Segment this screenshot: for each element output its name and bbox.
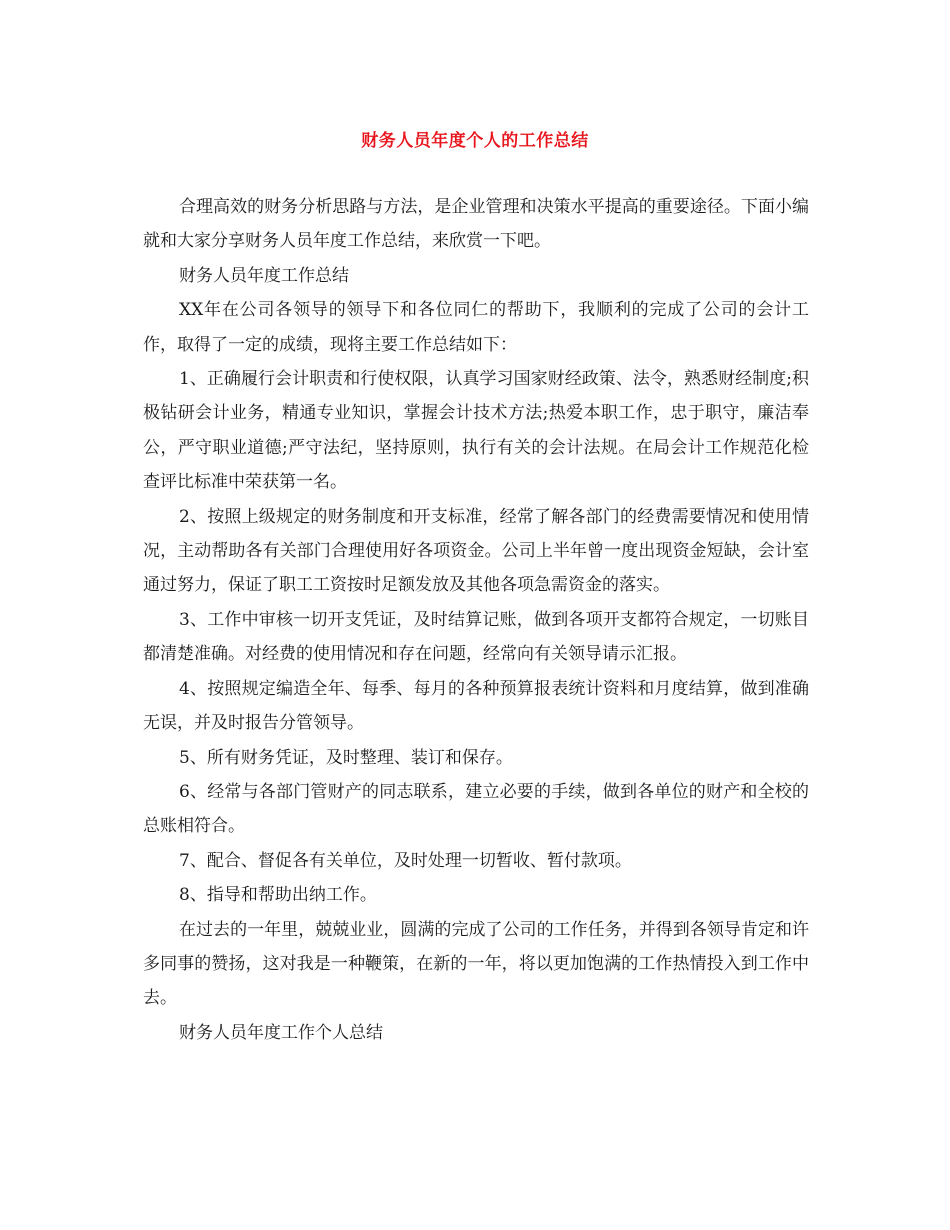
section-heading-2: 财务人员年度工作个人总结 — [179, 1022, 383, 1043]
list-item-3: 3、工作中审核一切开支凭证，及时结算记账，做到各项开支都符合规定，一切账目都清楚准确。对经费的使用情况和存在问题，经常向有关领导请示汇报。 — [143, 609, 809, 665]
paragraph-conclusion: 在过去的一年里，兢兢业业，圆满的完成了公司的工作任务，并得到各领导肯定和许多同事的赞扬，这对我是一种鞭策，在新的一年，将以更加饱满的工作热情投入到工作中去。 — [143, 919, 809, 1009]
paragraph-summary-lead: XX年在公司各领导的领导下和各位同仁的帮助下，我顺利的完成了公司的会计工作，取得了一定的成绩，现将主要工作总结如下： — [143, 300, 809, 355]
document-title: 财务人员年度个人的工作总结 — [361, 131, 589, 151]
list-item-1: 1、正确履行会计职责和行使权限，认真学习国家财经政策、法令，熟悉财经制度;积极钻研会计业务，精通专业知识，掌握会计技术方法;热爱本职工作，忠于职守，廉洁奉公，严守职业道德;严守法纪，坚持原则，执行有关的会计法规。在局会计工作规范化检查评比标准中荣获第一名。 — [143, 369, 809, 493]
list-item-2: 2、按照上级规定的财务制度和开支标准，经常了解各部门的经费需要情况和使用情况，主动帮助各有关部门合理使用好各项资金。公司上半年曾一度出现资金短缺，会计室通过努力，保证了职工工资按时足额发放及其他各项急需资金的落实。 — [143, 506, 809, 596]
list-item-5: 5、所有财务凭证，及时整理、装订和保存。 — [179, 747, 513, 768]
paragraph-intro: 合理高效的财务分析思路与方法，是企业管理和决策水平提高的重要途径。下面小编就和大家分享财务人员年度工作总结，来欣赏一下吧。 — [143, 197, 809, 252]
list-item-4: 4、按照规定编造全年、每季、每月的各种预算报表统计资料和月度结算，做到准确无误，并及时报告分管领导。 — [143, 678, 809, 734]
list-item-8: 8、指导和帮助出纳工作。 — [179, 885, 377, 906]
list-item-6: 6、经常与各部门管财产的同志联系，建立必要的手续，做到各单位的财产和全校的总账相符合。 — [143, 781, 809, 837]
document-body — [143, 190, 809, 1050]
section-heading: 财务人员年度工作总结 — [179, 265, 349, 286]
list-item-7: 7、配合、督促各有关单位，及时处理一切暂收、暂付款项。 — [179, 850, 632, 871]
